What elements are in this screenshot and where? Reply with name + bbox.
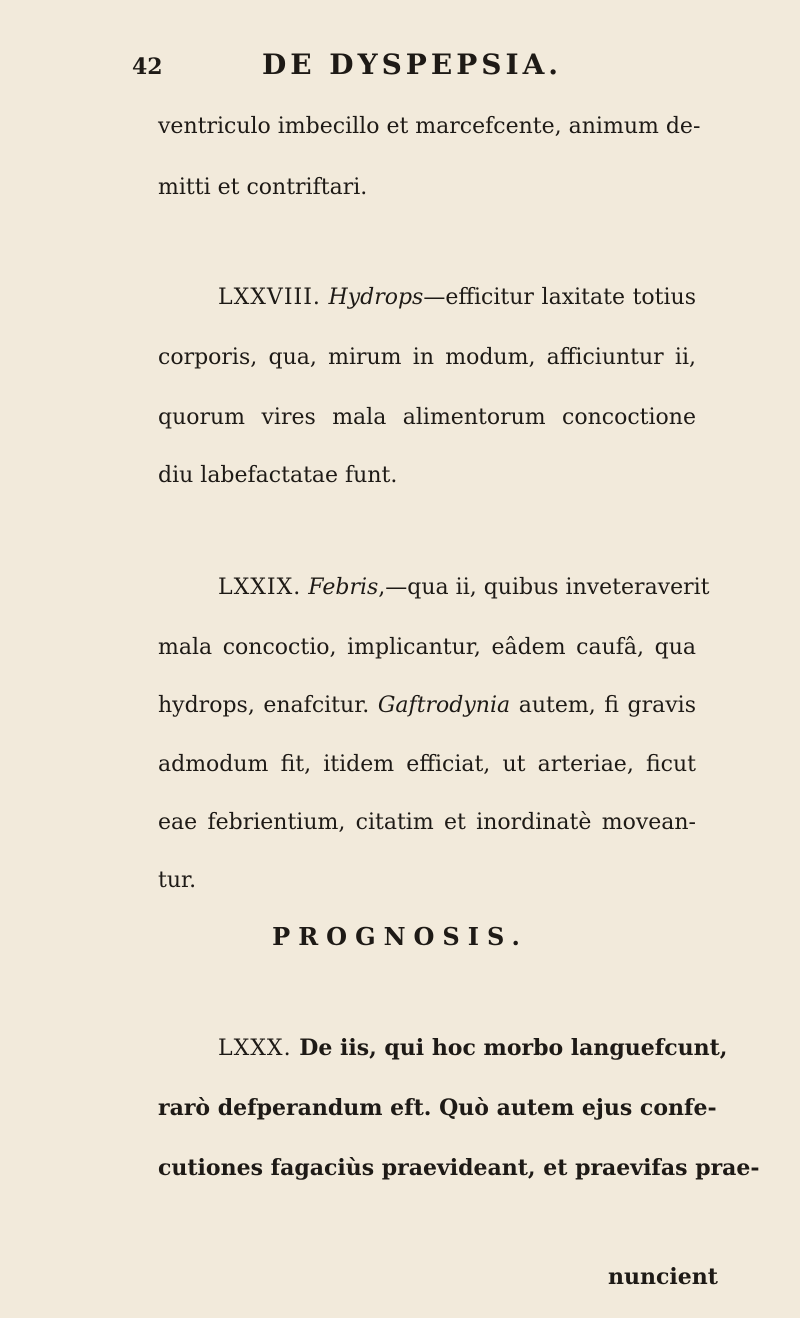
text-run: hydrops, enafcitur.: [158, 693, 370, 718]
text-line: admodum fit, itidem efficiat, ut arteriae, ficut: [158, 752, 696, 777]
paragraph-lxxix-first-line: [218, 575, 710, 600]
text-run: autem, fi gravis: [518, 693, 696, 718]
page-header: [132, 46, 692, 86]
text-line: eae febrientium, citatim et inordinatè movean-: [158, 810, 696, 835]
text-line: mala concoctio, implicantur, eâdem caufâ, qua: [158, 635, 696, 660]
text-run: —efficitur laxitate totius: [423, 285, 696, 310]
page-number: 42: [132, 54, 163, 80]
term-febris: Febris: [308, 575, 379, 600]
paragraph-number: LXXIX.: [218, 575, 302, 600]
text-line: corporis, qua, mirum in modum, afficiuntur ii,: [158, 345, 696, 370]
catchword: nuncient: [608, 1264, 718, 1290]
running-head: DE DYSPEPSIA.: [261, 48, 563, 81]
paragraph-number: LXXVIII.: [218, 285, 321, 310]
text-line: ventriculo imbecillo et marcefcente, animum de-: [158, 114, 701, 139]
term-gastrodynia: Gaftrodynia: [377, 693, 511, 718]
text-line: diu labefactatae funt.: [158, 463, 398, 488]
section-heading: PROGNOSIS.: [272, 922, 528, 951]
paragraph-lxxviii-first-line: [218, 285, 696, 310]
text-line: mitti et contriftari.: [158, 175, 368, 200]
paragraph-number: LXXX.: [218, 1036, 292, 1061]
text-line: tur.: [158, 868, 197, 893]
text-line: quorum vires mala alimentorum concoctione: [158, 405, 696, 430]
text-line: cutiones fagaciùs praevideant, et praevifas prae-: [158, 1155, 760, 1181]
text-line-with-term: [158, 693, 696, 718]
text-run: De iis, qui hoc morbo languefcunt,: [299, 1035, 728, 1061]
paragraph-lxxx-first-line: [218, 1035, 728, 1061]
term-hydrops: Hydrops: [328, 285, 424, 310]
text-run: ,—qua ii, quibus inveteraverit: [378, 575, 710, 600]
text-line: rarò defperandum eft. Quò autem ejus confe-: [158, 1095, 717, 1121]
